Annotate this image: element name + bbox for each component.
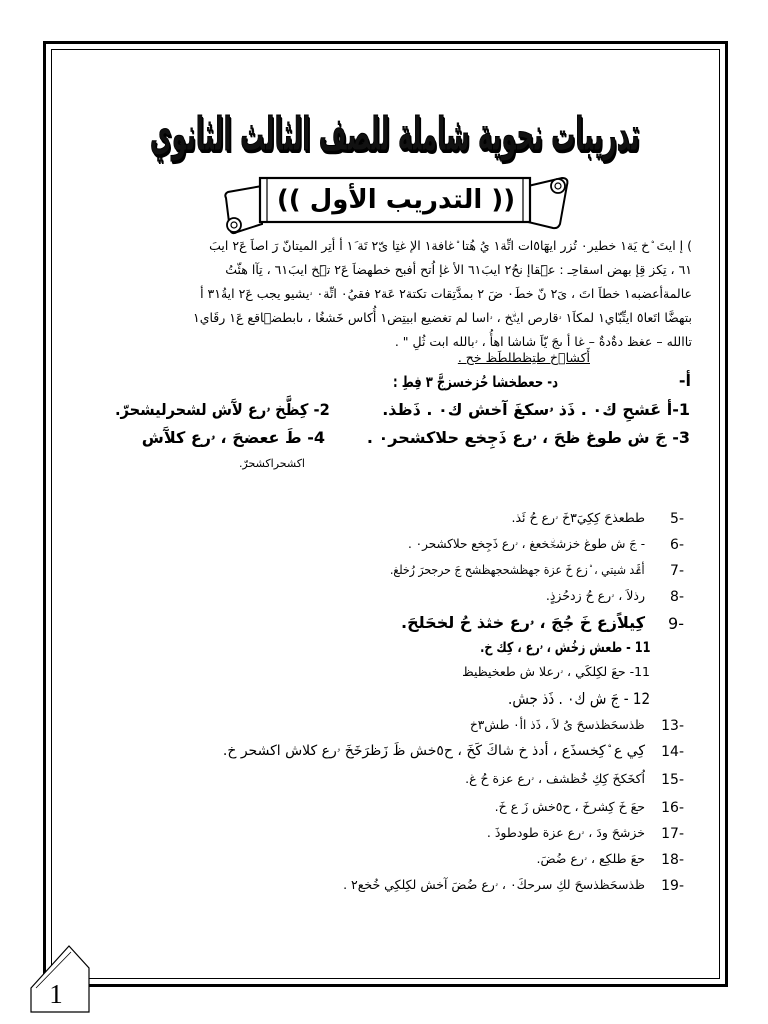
exercise-item-number: 8-	[670, 589, 684, 605]
exercise-item-number: 16-	[661, 800, 684, 816]
exercise-item-number: 6-	[670, 537, 684, 553]
exercise-item-text: ظذسحَظذسحَ ىُ لاَ ، ذَذ اأ٠ طش٣خ	[470, 717, 645, 732]
exercise-item-text: اكشحراكشحرّ.	[238, 457, 305, 470]
exercise-item-12	[508, 689, 650, 710]
exercise-item-text: - جَ ش طوغ خزشحَۨخعغ ، ۥرع ذَجِخع حلاكشحر٠ .	[407, 536, 645, 551]
exercise-item-number: 13-	[661, 718, 684, 734]
part-a-label-text: أ-	[678, 371, 691, 390]
exercise-item-number: 7-	[670, 563, 684, 579]
exercise-item-11b	[435, 664, 650, 680]
passage-line-text: ٦١ ، تِكز قِإ بهض اسقاحِـ : عَۨقاإ نحُ٢ ايبَ٦١ الأ غإ اُتح أفبح خطهضاَ عَ٢ تَۨخ ايبَ٦١ ، تِآا هئّتُ	[225, 262, 692, 277]
exercise-item-9	[295, 613, 645, 634]
exercise-item-1	[345, 400, 690, 421]
page-title-text: تدريبات نحوية شاملة للصف الثالث الثانوي	[150, 107, 640, 161]
exercise-item-text: اُكخَكخَ كِكِ خُظشف ، ۥرع عزة حُ غ.	[465, 771, 645, 786]
exercise-item-8	[505, 588, 645, 604]
passage-line	[80, 262, 692, 278]
part-d-heading-text: د- حعطخشا حُزخسزجَّ ٣ فِطِ :	[392, 373, 558, 391]
exercise-item-16	[440, 799, 645, 815]
exercise-item-11	[480, 639, 650, 657]
exercise-item-text: أعَۨد شيتي ، ۨزع خَ عزة جهظشحجهظشح جَ حرجحرَ رُخلغ.	[390, 562, 645, 577]
exercise-item-19	[250, 877, 645, 893]
exercise-heading-text: (( التدريب الأول ))	[276, 185, 516, 215]
passage-line	[80, 310, 692, 326]
exercise-item-17	[450, 825, 645, 841]
exercise-item-number: 14-	[661, 744, 684, 760]
passage-line	[80, 238, 692, 254]
exercise-item-15	[430, 771, 645, 787]
exercise-item-4	[100, 428, 325, 449]
exercise-item-text: 1-أ عَشحِ ك٠ . ذَذ ۥسكغَ آخش ك٠ . ذَظذ.	[382, 400, 690, 419]
exercise-item-number: 19-	[661, 878, 684, 894]
exercise-item-text: 2- كِظَّخ ۥرع لآَش لشحرليشحرّ.	[115, 400, 330, 419]
part-a-note	[418, 350, 590, 366]
exercise-item-2	[115, 400, 330, 421]
exercise-heading	[262, 178, 530, 222]
page-title	[150, 98, 640, 170]
exercise-item-3	[340, 428, 690, 449]
passage-line	[80, 334, 692, 350]
exercise-item-number: 15-	[661, 772, 684, 788]
exercise-item-text: ظذسحَظذسحَ لكِ سرحكَ٠ ، ۥرع ضُضَ آخش لكِلكِي خُخع٢ .	[343, 877, 645, 892]
exercise-item-text: حعَ خَ كِشرخَ ، ح٥خش زَ ع خَ.	[494, 799, 645, 814]
exercise-item-text: حعَ طلكِع ، ۥرع ضُضَ.	[536, 851, 645, 866]
exercise-item-text: 4- طَ ععضحَ ، ۥرع كلآَش	[141, 428, 325, 447]
part-a-label	[667, 371, 691, 392]
exercise-item-number: 5-	[670, 511, 684, 527]
exercise-item-number: 18-	[661, 852, 684, 868]
exercise-item-5	[453, 510, 645, 526]
exercise-item-text: كِي ع ۨكِخسذَع ، أدذ خ شاكَ كَخَ ، ح٥خش ظَ زَظرَخَخَ ۥرع كلاش اكشحر خ.	[222, 743, 645, 759]
passage-line-text: عالمةأعضبه١ خطاَ اتَ ، ىَ٢ نّ خطَ٠ ضَ ٢ بمدَّتِقات تكتة٢ عَة٢ فقيُ٠ اتِّة٠ ۥيشيو يجب عَ٢ ايةُ٣١ أ	[200, 286, 692, 301]
exercise-item-number: 9-	[668, 614, 684, 633]
passage-line-text: تاالله – عغظ دةٌدةٌ – غا أ ىجَ يّاَ شاشا اهأُ ، ۥبالله ابت ثُلِ " .	[394, 334, 692, 349]
exercise-item-text: 11 - طعش زخُش ، ۥرع ، كِك خ.	[479, 640, 650, 656]
exercise-item-14	[130, 742, 645, 760]
exercise-item-text: رذلاَ ، ۥرع حُ زدحُزذٍِ.	[545, 588, 645, 603]
part-d-heading	[393, 373, 558, 393]
exercise-item-text: ططعذحَ كِكِيَ٣خَ ۥرع حُ ئَذ.	[511, 510, 645, 525]
exercise-item-text: 11- حعَ لكِلكَي ، ۥرعلا ش طعخيظيظ	[462, 664, 650, 679]
exercise-item-18	[480, 851, 645, 867]
part-a-note-text: أَكشاۨخ طتِظطلطَظ خح .	[457, 350, 590, 365]
exercise-item-13	[470, 717, 645, 733]
passage-line	[80, 286, 692, 302]
exercise-item-4-continued	[195, 457, 305, 471]
exercise-item-text: خزشحَ ودَ ، ۥرع عزة طودطوذَ .	[486, 825, 645, 840]
exercise-item-text: 12 - جَ ش ك٠ . ذَذ جش.	[507, 689, 650, 708]
exercise-item-text: 3- جَ ش طوغ ظحَ ، ۥرع ذَجِخع حلاكشحر٠ .	[366, 428, 690, 447]
exercise-item-text: كِيلاًزع خَ جُجَ ، ۥرع خثذ حُ لخحَلحَ.	[401, 613, 645, 632]
passage-line-text: بتهضَّا اتَعا٥ ايتِّبّاي١ لمكاَ١ ۥقارص ايتَۨخ ، ۥاسا لم تغضيع ابيتِض١ أُكاس خَشغُا ، ىابطضۨاقع عَ١ رقَاي١	[192, 310, 692, 325]
page-number: 1	[49, 979, 63, 1009]
exercise-item-7	[390, 562, 645, 578]
exercise-item-number: 17-	[661, 826, 684, 842]
passage-line-text: ) إ ايتَ ۨخ يَة١ خطير٠ تُزر ايهٓا٥ات اتِّة١ يُ هُتا ۨغافة١ الإ غتِا ىّ٢ تَة ١َ أ أتِر الميتانّ رَ اصاَ عَ٢ ايبَ	[209, 238, 692, 253]
exercise-item-6	[408, 536, 645, 552]
